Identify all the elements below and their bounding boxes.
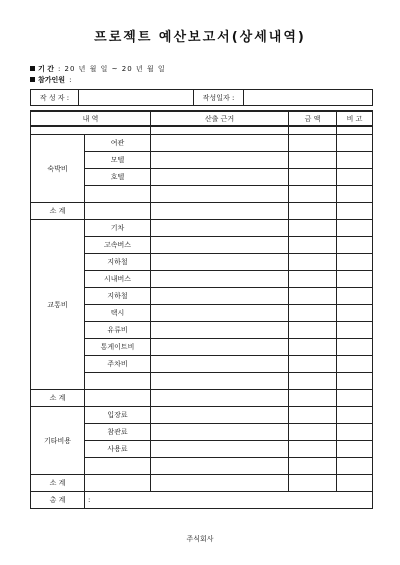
entry-cell-3[interactable]	[337, 288, 373, 305]
total-row	[31, 492, 373, 509]
entry-cell-2[interactable]	[289, 220, 337, 237]
document-title: 프로젝트 예산보고서(상세내역)	[94, 30, 306, 45]
entry-cell-1[interactable]	[151, 254, 289, 271]
author-table	[30, 89, 373, 106]
entry-cell-3[interactable]	[337, 458, 373, 475]
entry-cell-1[interactable]	[151, 356, 289, 373]
entry-cell-2[interactable]	[289, 458, 337, 475]
entry-cell-2[interactable]	[289, 322, 337, 339]
header-amount: 금 액	[289, 111, 337, 126]
spacer-cell	[31, 126, 151, 135]
table-row	[31, 220, 373, 237]
item-label: 사용료	[85, 441, 151, 458]
item-label: 고속버스	[85, 237, 151, 254]
entry-cell-2[interactable]	[289, 305, 337, 322]
item-label: 입장료	[85, 407, 151, 424]
subtotal-row	[31, 475, 373, 492]
entry-cell-1[interactable]	[151, 237, 289, 254]
item-label: 지하철	[85, 288, 151, 305]
entry-cell-2[interactable]	[289, 254, 337, 271]
entry-cell-1[interactable]	[151, 220, 289, 237]
budget-table	[30, 110, 373, 509]
entry-cell-1[interactable]	[151, 322, 289, 339]
entry-cell-3[interactable]	[337, 407, 373, 424]
entry-cell-3[interactable]	[337, 424, 373, 441]
entry-cell-2[interactable]	[289, 424, 337, 441]
item-label: 호텔	[85, 169, 151, 186]
entry-cell-1[interactable]	[151, 458, 289, 475]
entry-cell-2[interactable]	[289, 169, 337, 186]
entry-cell-1[interactable]	[151, 373, 289, 390]
entry-cell-3[interactable]	[337, 305, 373, 322]
subtotal-row	[31, 203, 373, 220]
bullet-square-icon	[30, 66, 35, 71]
entry-cell-2[interactable]	[289, 441, 337, 458]
entry-cell-2[interactable]	[289, 288, 337, 305]
item-label: 통게이트비	[85, 339, 151, 356]
entry-cell-2[interactable]	[289, 407, 337, 424]
item-label: 모텔	[85, 152, 151, 169]
subtotal-cell-2[interactable]	[151, 203, 289, 220]
subtotal-cell-1[interactable]	[85, 390, 151, 407]
group-category: 숙박비	[31, 135, 85, 203]
subtotal-cell-3[interactable]	[289, 475, 337, 492]
item-label: 유류비	[85, 322, 151, 339]
group-category: 기타비용	[31, 407, 85, 475]
entry-cell-1[interactable]	[151, 152, 289, 169]
entry-cell-3[interactable]	[337, 373, 373, 390]
period-label: 기 간	[38, 65, 54, 73]
entry-cell-1[interactable]	[151, 305, 289, 322]
table-row	[31, 407, 373, 424]
entry-cell-2[interactable]	[289, 373, 337, 390]
entry-cell-2[interactable]	[289, 271, 337, 288]
entry-cell-3[interactable]	[337, 237, 373, 254]
entry-cell-1[interactable]	[151, 288, 289, 305]
entry-cell-2[interactable]	[289, 152, 337, 169]
subtotal-cell-4[interactable]	[337, 475, 373, 492]
entry-cell-3[interactable]	[337, 254, 373, 271]
entry-cell-1[interactable]	[151, 441, 289, 458]
entry-cell-3[interactable]	[337, 186, 373, 203]
subtotal-label: 소 계	[31, 475, 85, 492]
subtotal-cell-1[interactable]	[85, 203, 151, 220]
item-label	[85, 458, 151, 475]
entry-cell-1[interactable]	[151, 271, 289, 288]
entry-cell-3[interactable]	[337, 271, 373, 288]
entry-cell-3[interactable]	[337, 169, 373, 186]
entry-cell-1[interactable]	[151, 339, 289, 356]
item-label	[85, 373, 151, 390]
spacer-row	[31, 126, 373, 135]
entry-cell-2[interactable]	[289, 339, 337, 356]
group-category: 교통비	[31, 220, 85, 390]
author-field[interactable]	[79, 90, 194, 106]
entry-cell-1[interactable]	[151, 169, 289, 186]
period-line	[30, 64, 166, 74]
header-description: 내 역	[31, 111, 151, 126]
item-label: 지하철	[85, 254, 151, 271]
spacer-cell-3[interactable]	[337, 126, 373, 135]
table-row	[31, 135, 373, 152]
subtotal-row	[31, 390, 373, 407]
subtotal-cell-3[interactable]	[289, 390, 337, 407]
subtotal-cell-4[interactable]	[337, 203, 373, 220]
spacer-cell-2[interactable]	[289, 126, 337, 135]
entry-cell-1[interactable]	[151, 424, 289, 441]
entry-cell-3[interactable]	[337, 356, 373, 373]
subtotal-cell-3[interactable]	[289, 203, 337, 220]
subtotal-label: 소 계	[31, 390, 85, 407]
entry-cell-2[interactable]	[289, 356, 337, 373]
subtotal-cell-2[interactable]	[151, 475, 289, 492]
entry-cell-3[interactable]	[337, 220, 373, 237]
total-value: :	[85, 492, 373, 509]
entry-cell-1[interactable]	[151, 135, 289, 152]
subtotal-cell-1[interactable]	[85, 475, 151, 492]
header-basis: 산출 근거	[151, 111, 289, 126]
subtotal-cell-4[interactable]	[337, 390, 373, 407]
period-value: : 20 년 월 일 ~ 20 년 월 일	[57, 65, 166, 73]
entry-cell-3[interactable]	[337, 135, 373, 152]
header-remarks: 비 고	[337, 111, 373, 126]
entry-cell-3[interactable]	[337, 152, 373, 169]
entry-cell-2[interactable]	[289, 186, 337, 203]
spacer-cell-1[interactable]	[151, 126, 289, 135]
entry-cell-2[interactable]	[289, 237, 337, 254]
participants-label: 참가인원	[38, 76, 66, 84]
total-label: 총 계	[31, 492, 85, 509]
entry-cell-1[interactable]	[151, 407, 289, 424]
subtotal-label: 소 계	[31, 203, 85, 220]
participants-value: :	[69, 76, 73, 84]
item-label: 여관	[85, 135, 151, 152]
bullet-square-icon	[30, 77, 35, 82]
table-header-row	[31, 111, 373, 126]
item-label: 참관료	[85, 424, 151, 441]
entry-cell-3[interactable]	[337, 441, 373, 458]
item-label: 기차	[85, 220, 151, 237]
item-label: 택시	[85, 305, 151, 322]
entry-cell-2[interactable]	[289, 135, 337, 152]
entry-cell-3[interactable]	[337, 322, 373, 339]
date-field[interactable]	[244, 90, 373, 106]
entry-cell-1[interactable]	[151, 186, 289, 203]
entry-cell-3[interactable]	[337, 339, 373, 356]
item-label: 시내버스	[85, 271, 151, 288]
footer-company: 주식회사	[186, 535, 214, 543]
author-label: 작 성 자 :	[31, 90, 79, 106]
participants-line	[30, 75, 72, 85]
item-label	[85, 186, 151, 203]
item-label: 주차비	[85, 356, 151, 373]
subtotal-cell-2[interactable]	[151, 390, 289, 407]
date-label: 작성일자 :	[194, 90, 244, 106]
